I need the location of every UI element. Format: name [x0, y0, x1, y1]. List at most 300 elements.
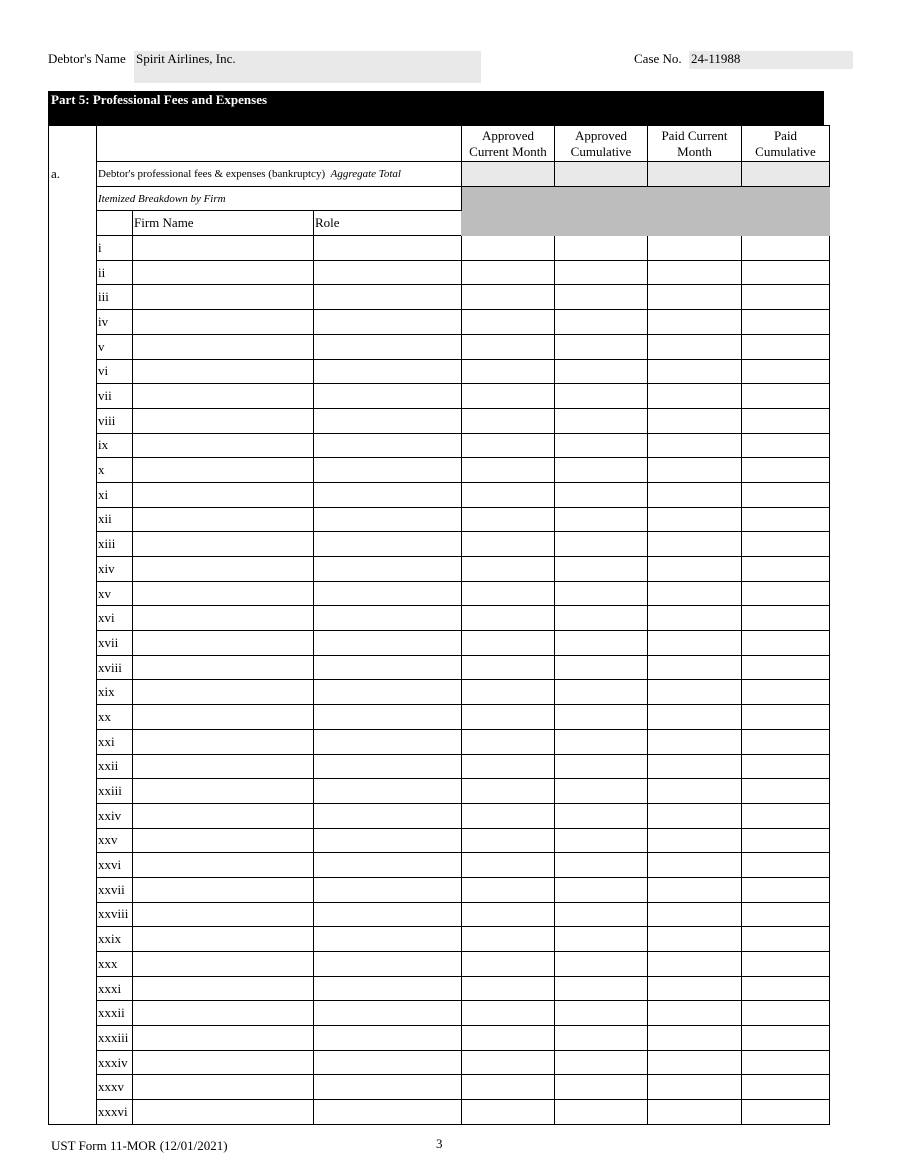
table-row — [49, 482, 830, 507]
approved-current-cell[interactable] — [462, 729, 555, 754]
firm-name-cell[interactable] — [133, 853, 314, 878]
paid-cumulative-cell[interactable] — [742, 655, 830, 680]
firm-name-header: Firm Name — [133, 211, 314, 236]
approved-current-cell[interactable] — [462, 853, 555, 878]
approved-current-cell[interactable] — [462, 902, 555, 927]
approved-current-cell[interactable] — [462, 631, 555, 656]
role-cell[interactable] — [314, 853, 462, 878]
case-number-value: 24-11988 — [691, 51, 741, 66]
paid-cumulative-cell[interactable] — [742, 408, 830, 433]
paid-cumulative-cell[interactable] — [742, 1001, 830, 1026]
paid-current-cell[interactable] — [648, 828, 742, 853]
paid-current-cell[interactable] — [648, 853, 742, 878]
paid-cumulative-cell[interactable] — [742, 754, 830, 779]
table-row — [49, 334, 830, 359]
firm-name-cell[interactable] — [133, 606, 314, 631]
table-row — [49, 927, 830, 952]
approved-cumulative-cell[interactable] — [555, 952, 648, 977]
table-row — [49, 902, 830, 927]
approved-cumulative-cell[interactable] — [555, 532, 648, 557]
table-row — [49, 631, 830, 656]
paid-cumulative-cell[interactable] — [742, 952, 830, 977]
firm-name-cell[interactable] — [133, 927, 314, 952]
approved-current-cell[interactable] — [462, 236, 555, 261]
row-numeral: vii — [97, 384, 133, 409]
paid-current-cell[interactable] — [648, 334, 742, 359]
role-cell[interactable] — [314, 581, 462, 606]
approved-cumulative-cell[interactable] — [555, 705, 648, 730]
paid-current-cell[interactable] — [648, 557, 742, 582]
role-cell[interactable] — [314, 631, 462, 656]
itemized-shaded-area — [462, 186, 830, 235]
approved-current-cell[interactable] — [462, 532, 555, 557]
approved-current-cell[interactable] — [462, 581, 555, 606]
paid-current-cell[interactable] — [648, 408, 742, 433]
approved-current-cell[interactable] — [462, 803, 555, 828]
table-row — [49, 260, 830, 285]
approved-cumulative-cell[interactable] — [555, 581, 648, 606]
approved-current-cell[interactable] — [462, 1001, 555, 1026]
debtor-name-value: Spirit Airlines, Inc. — [136, 51, 236, 66]
approved-cumulative-cell[interactable] — [555, 260, 648, 285]
row-numeral: xxxiv — [97, 1050, 133, 1075]
row-numeral: xxxii — [97, 1001, 133, 1026]
row-numeral: xxv — [97, 828, 133, 853]
col-approved-current-month: Approved Current Month — [462, 126, 555, 162]
firm-name-cell[interactable] — [133, 952, 314, 977]
case-number-field[interactable] — [689, 51, 853, 69]
approved-cumulative-cell[interactable] — [555, 877, 648, 902]
role-cell[interactable] — [314, 1026, 462, 1051]
paid-current-cell[interactable] — [648, 877, 742, 902]
firm-name-cell[interactable] — [133, 680, 314, 705]
table-row — [49, 680, 830, 705]
role-cell[interactable] — [314, 729, 462, 754]
paid-cumulative-cell[interactable] — [742, 680, 830, 705]
row-numeral: xii — [97, 507, 133, 532]
form-identifier: UST Form 11-MOR (12/01/2021) — [51, 1138, 228, 1153]
approved-cumulative-cell[interactable] — [555, 902, 648, 927]
firm-name-cell[interactable] — [133, 334, 314, 359]
row-numeral: xx — [97, 705, 133, 730]
paid-current-cell[interactable] — [648, 803, 742, 828]
paid-current-cell[interactable] — [648, 902, 742, 927]
table-row — [49, 581, 830, 606]
row-numeral: xxviii — [97, 902, 133, 927]
approved-current-cell[interactable] — [462, 507, 555, 532]
paid-current-cell[interactable] — [648, 359, 742, 384]
row-numeral: v — [97, 334, 133, 359]
row-numeral: xvii — [97, 631, 133, 656]
firm-name-cell[interactable] — [133, 902, 314, 927]
paid-current-cell[interactable] — [648, 1001, 742, 1026]
approved-cumulative-cell[interactable] — [555, 482, 648, 507]
role-cell[interactable] — [314, 507, 462, 532]
col-paid-cumulative: Paid Cumulative — [742, 126, 830, 162]
paid-cumulative-cell[interactable] — [742, 705, 830, 730]
role-cell[interactable] — [314, 680, 462, 705]
approved-current-cell[interactable] — [462, 828, 555, 853]
approved-current-cell[interactable] — [462, 877, 555, 902]
role-cell[interactable] — [314, 779, 462, 804]
paid-current-cell[interactable] — [648, 532, 742, 557]
approved-current-cell[interactable] — [462, 310, 555, 335]
role-cell[interactable] — [314, 285, 462, 310]
section-a-label-cell — [97, 162, 462, 187]
role-cell[interactable] — [314, 408, 462, 433]
approved-current-cell[interactable] — [462, 655, 555, 680]
col-paid-current-month: Paid Current Month — [648, 126, 742, 162]
role-cell[interactable] — [314, 828, 462, 853]
approved-cumulative-cell[interactable] — [555, 408, 648, 433]
paid-cumulative-cell[interactable] — [742, 557, 830, 582]
approved-cumulative-cell[interactable] — [555, 680, 648, 705]
approved-cumulative-cell[interactable] — [555, 236, 648, 261]
table-row — [49, 384, 830, 409]
firm-name-cell[interactable] — [133, 557, 314, 582]
firm-name-cell[interactable] — [133, 581, 314, 606]
row-numeral: xi — [97, 482, 133, 507]
approved-cumulative-cell[interactable] — [555, 631, 648, 656]
professional-fees-table — [48, 125, 830, 1125]
aggregate-approved-current-cell[interactable] — [462, 162, 555, 187]
approved-cumulative-cell[interactable] — [555, 927, 648, 952]
firm-name-cell[interactable] — [133, 236, 314, 261]
row-numeral: xix — [97, 680, 133, 705]
paid-cumulative-cell[interactable] — [742, 433, 830, 458]
row-numeral: xviii — [97, 655, 133, 680]
debtor-name-field[interactable] — [134, 51, 481, 83]
paid-cumulative-cell[interactable] — [742, 260, 830, 285]
approved-current-cell[interactable] — [462, 384, 555, 409]
approved-current-cell[interactable] — [462, 1100, 555, 1125]
paid-cumulative-cell[interactable] — [742, 927, 830, 952]
column-header-row — [49, 126, 830, 162]
row-numeral: i — [97, 236, 133, 261]
paid-current-cell[interactable] — [648, 458, 742, 483]
row-numeral: iii — [97, 285, 133, 310]
paid-cumulative-cell[interactable] — [742, 853, 830, 878]
row-numeral: xxxvi — [97, 1100, 133, 1125]
role-cell[interactable] — [314, 1075, 462, 1100]
paid-current-cell[interactable] — [648, 655, 742, 680]
approved-current-cell[interactable] — [462, 482, 555, 507]
approved-current-cell[interactable] — [462, 359, 555, 384]
paid-cumulative-cell[interactable] — [742, 729, 830, 754]
approved-current-cell[interactable] — [462, 433, 555, 458]
role-cell[interactable] — [314, 482, 462, 507]
firm-name-cell[interactable] — [133, 260, 314, 285]
approved-current-cell[interactable] — [462, 458, 555, 483]
role-cell[interactable] — [314, 260, 462, 285]
approved-current-cell[interactable] — [462, 285, 555, 310]
paid-current-cell[interactable] — [648, 754, 742, 779]
paid-current-cell[interactable] — [648, 606, 742, 631]
paid-cumulative-cell[interactable] — [742, 902, 830, 927]
approved-cumulative-cell[interactable] — [555, 458, 648, 483]
role-cell[interactable] — [314, 902, 462, 927]
approved-cumulative-cell[interactable] — [555, 359, 648, 384]
approved-cumulative-cell[interactable] — [555, 1050, 648, 1075]
paid-cumulative-cell[interactable] — [742, 532, 830, 557]
approved-cumulative-cell[interactable] — [555, 285, 648, 310]
paid-current-cell[interactable] — [648, 581, 742, 606]
role-cell[interactable] — [314, 433, 462, 458]
paid-cumulative-cell[interactable] — [742, 507, 830, 532]
table-row — [49, 877, 830, 902]
role-cell[interactable] — [314, 384, 462, 409]
firm-name-cell[interactable] — [133, 310, 314, 335]
table-row — [49, 507, 830, 532]
paid-current-cell[interactable] — [648, 1050, 742, 1075]
paid-cumulative-cell[interactable] — [742, 828, 830, 853]
approved-cumulative-cell[interactable] — [555, 754, 648, 779]
aggregate-paid-cumulative-cell[interactable] — [742, 162, 830, 187]
table-row — [49, 285, 830, 310]
paid-current-cell[interactable] — [648, 927, 742, 952]
firm-name-cell[interactable] — [133, 1050, 314, 1075]
paid-current-cell[interactable] — [648, 952, 742, 977]
approved-cumulative-cell[interactable] — [555, 433, 648, 458]
paid-current-cell[interactable] — [648, 631, 742, 656]
paid-cumulative-cell[interactable] — [742, 458, 830, 483]
paid-cumulative-cell[interactable] — [742, 976, 830, 1001]
approved-cumulative-cell[interactable] — [555, 729, 648, 754]
role-cell[interactable] — [314, 606, 462, 631]
table-row — [49, 1026, 830, 1051]
paid-cumulative-cell[interactable] — [742, 581, 830, 606]
paid-current-cell[interactable] — [648, 384, 742, 409]
table-row — [49, 729, 830, 754]
table-row — [49, 1075, 830, 1100]
paid-cumulative-cell[interactable] — [742, 631, 830, 656]
firm-name-cell[interactable] — [133, 1075, 314, 1100]
firm-name-cell[interactable] — [133, 631, 314, 656]
role-cell[interactable] — [314, 976, 462, 1001]
approved-current-cell[interactable] — [462, 557, 555, 582]
firm-name-cell[interactable] — [133, 532, 314, 557]
row-numeral: ii — [97, 260, 133, 285]
row-numeral: xxvii — [97, 877, 133, 902]
table-row — [49, 1100, 830, 1125]
approved-current-cell[interactable] — [462, 1026, 555, 1051]
paid-cumulative-cell[interactable] — [742, 236, 830, 261]
paid-cumulative-cell[interactable] — [742, 779, 830, 804]
paid-cumulative-cell[interactable] — [742, 334, 830, 359]
paid-current-cell[interactable] — [648, 680, 742, 705]
row-numeral: xxi — [97, 729, 133, 754]
role-cell[interactable] — [314, 877, 462, 902]
approved-cumulative-cell[interactable] — [555, 557, 648, 582]
aggregate-paid-current-cell[interactable] — [648, 162, 742, 187]
firm-name-cell[interactable] — [133, 1001, 314, 1026]
paid-cumulative-cell[interactable] — [742, 285, 830, 310]
aggregate-total-row — [49, 162, 830, 187]
approved-current-cell[interactable] — [462, 680, 555, 705]
approved-cumulative-cell[interactable] — [555, 1001, 648, 1026]
paid-current-cell[interactable] — [648, 1100, 742, 1125]
role-cell[interactable] — [314, 927, 462, 952]
paid-cumulative-cell[interactable] — [742, 803, 830, 828]
table-row — [49, 359, 830, 384]
approved-current-cell[interactable] — [462, 705, 555, 730]
firm-name-cell[interactable] — [133, 828, 314, 853]
role-cell[interactable] — [314, 754, 462, 779]
approved-cumulative-cell[interactable] — [555, 1075, 648, 1100]
role-cell[interactable] — [314, 557, 462, 582]
role-cell[interactable] — [314, 655, 462, 680]
role-cell[interactable] — [314, 236, 462, 261]
paid-current-cell[interactable] — [648, 976, 742, 1001]
row-numeral: iv — [97, 310, 133, 335]
approved-current-cell[interactable] — [462, 927, 555, 952]
role-cell[interactable] — [314, 705, 462, 730]
firm-name-cell[interactable] — [133, 433, 314, 458]
paid-current-cell[interactable] — [648, 310, 742, 335]
paid-cumulative-cell[interactable] — [742, 482, 830, 507]
paid-current-cell[interactable] — [648, 507, 742, 532]
approved-current-cell[interactable] — [462, 1050, 555, 1075]
approved-current-cell[interactable] — [462, 952, 555, 977]
table-row — [49, 433, 830, 458]
approved-current-cell[interactable] — [462, 606, 555, 631]
role-cell[interactable] — [314, 803, 462, 828]
table-row — [49, 976, 830, 1001]
firm-name-cell[interactable] — [133, 803, 314, 828]
table-row — [49, 952, 830, 977]
row-numeral: xiv — [97, 557, 133, 582]
row-numeral: xxxiii — [97, 1026, 133, 1051]
paid-current-cell[interactable] — [648, 729, 742, 754]
paid-cumulative-cell[interactable] — [742, 1050, 830, 1075]
firm-name-cell[interactable] — [133, 285, 314, 310]
paid-current-cell[interactable] — [648, 705, 742, 730]
firm-name-cell[interactable] — [133, 458, 314, 483]
aggregate-total-label: Aggregate Total — [330, 167, 401, 180]
firm-name-cell[interactable] — [133, 507, 314, 532]
row-numeral: xxii — [97, 754, 133, 779]
approved-current-cell[interactable] — [462, 408, 555, 433]
paid-cumulative-cell[interactable] — [742, 310, 830, 335]
firm-name-cell[interactable] — [133, 1026, 314, 1051]
paid-cumulative-cell[interactable] — [742, 1026, 830, 1051]
approved-cumulative-cell[interactable] — [555, 779, 648, 804]
paid-cumulative-cell[interactable] — [742, 1100, 830, 1125]
table-row — [49, 705, 830, 730]
approved-current-cell[interactable] — [462, 779, 555, 804]
row-numeral: xxxi — [97, 976, 133, 1001]
table-row — [49, 236, 830, 261]
firm-name-cell[interactable] — [133, 359, 314, 384]
row-numeral: vi — [97, 359, 133, 384]
approved-cumulative-cell[interactable] — [555, 384, 648, 409]
firm-name-cell[interactable] — [133, 976, 314, 1001]
approved-cumulative-cell[interactable] — [555, 1100, 648, 1125]
paid-current-cell[interactable] — [648, 236, 742, 261]
role-header: Role — [314, 211, 462, 236]
approved-current-cell[interactable] — [462, 754, 555, 779]
row-numeral: xxiii — [97, 779, 133, 804]
table-row — [49, 779, 830, 804]
role-cell[interactable] — [314, 952, 462, 977]
role-cell[interactable] — [314, 1100, 462, 1125]
role-cell[interactable] — [314, 1001, 462, 1026]
role-cell[interactable] — [314, 334, 462, 359]
firm-name-cell[interactable] — [133, 1100, 314, 1125]
paid-current-cell[interactable] — [648, 433, 742, 458]
role-cell[interactable] — [314, 310, 462, 335]
table-row — [49, 828, 830, 853]
firm-name-cell[interactable] — [133, 705, 314, 730]
approved-cumulative-cell[interactable] — [555, 803, 648, 828]
role-cell[interactable] — [314, 532, 462, 557]
approved-cumulative-cell[interactable] — [555, 828, 648, 853]
table-row — [49, 803, 830, 828]
paid-cumulative-cell[interactable] — [742, 1075, 830, 1100]
paid-current-cell[interactable] — [648, 1026, 742, 1051]
row-numeral: xvi — [97, 606, 133, 631]
approved-cumulative-cell[interactable] — [555, 334, 648, 359]
part-5-title: Part 5: Professional Fees and Expenses — [51, 92, 268, 107]
paid-current-cell[interactable] — [648, 285, 742, 310]
firm-name-cell[interactable] — [133, 408, 314, 433]
approved-current-cell[interactable] — [462, 976, 555, 1001]
firm-name-cell[interactable] — [133, 877, 314, 902]
paid-cumulative-cell[interactable] — [742, 384, 830, 409]
approved-cumulative-cell[interactable] — [555, 1026, 648, 1051]
table-row — [49, 557, 830, 582]
firm-name-cell[interactable] — [133, 754, 314, 779]
paid-current-cell[interactable] — [648, 1075, 742, 1100]
table-row — [49, 1001, 830, 1026]
approved-current-cell[interactable] — [462, 1075, 555, 1100]
firm-name-cell[interactable] — [133, 779, 314, 804]
section-a-label: Debtor's professional fees & expenses (bankruptcy) — [98, 167, 326, 180]
approved-current-cell[interactable] — [462, 260, 555, 285]
firm-name-cell[interactable] — [133, 655, 314, 680]
approved-cumulative-cell[interactable] — [555, 507, 648, 532]
table-row — [49, 606, 830, 631]
paid-cumulative-cell[interactable] — [742, 359, 830, 384]
table-row — [49, 853, 830, 878]
firm-name-cell[interactable] — [133, 384, 314, 409]
firm-name-cell[interactable] — [133, 729, 314, 754]
approved-cumulative-cell[interactable] — [555, 310, 648, 335]
approved-cumulative-cell[interactable] — [555, 976, 648, 1001]
aggregate-approved-cumulative-cell[interactable] — [555, 162, 648, 187]
approved-cumulative-cell[interactable] — [555, 655, 648, 680]
table-row — [49, 408, 830, 433]
approved-cumulative-cell[interactable] — [555, 853, 648, 878]
approved-current-cell[interactable] — [462, 334, 555, 359]
paid-current-cell[interactable] — [648, 779, 742, 804]
role-cell[interactable] — [314, 359, 462, 384]
row-numeral: xxix — [97, 927, 133, 952]
table-row — [49, 532, 830, 557]
table-row — [49, 754, 830, 779]
paid-cumulative-cell[interactable] — [742, 606, 830, 631]
approved-cumulative-cell[interactable] — [555, 606, 648, 631]
firm-name-cell[interactable] — [133, 482, 314, 507]
paid-cumulative-cell[interactable] — [742, 877, 830, 902]
role-cell[interactable] — [314, 1050, 462, 1075]
role-cell[interactable] — [314, 458, 462, 483]
table-row — [49, 655, 830, 680]
itemized-breakdown-label: Itemized Breakdown by Firm — [97, 186, 462, 211]
paid-current-cell[interactable] — [648, 482, 742, 507]
row-numeral: ix — [97, 433, 133, 458]
paid-current-cell[interactable] — [648, 260, 742, 285]
